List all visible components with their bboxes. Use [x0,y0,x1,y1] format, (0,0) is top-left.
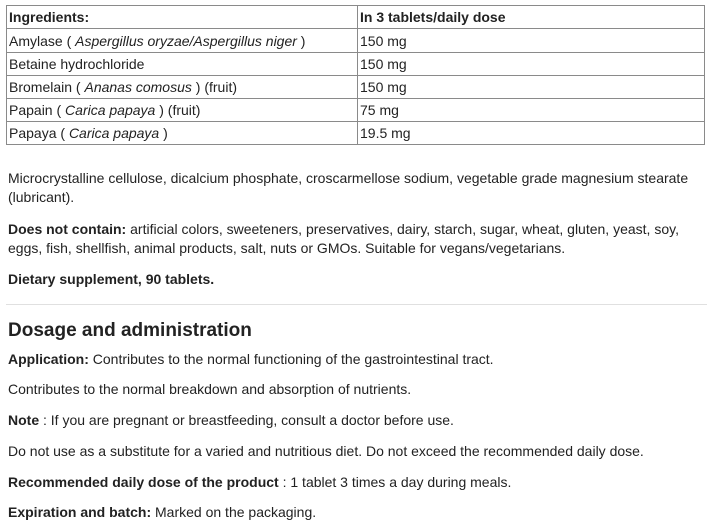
contributes-text: Contributes to the normal breakdown and absorption of nutrients. [8,381,412,397]
ingredient-latin-name: Carica papaya [68,125,160,141]
application-label: Application: [8,351,89,367]
ingredient-cell: Bromelain ( Ananas comosus ) (fruit) [7,76,358,99]
supplement-text [8,270,708,289]
dose-cell: 75 mg [358,99,705,122]
ingredient-part: (fruit) [204,79,238,95]
note-label: Note [8,412,40,428]
ingredient-cell [7,53,358,76]
section-divider [6,304,707,305]
table-row [7,122,705,145]
does-not-contain-list: artificial colors, sweeteners, preservatives, dairy, starch, sugar, wheat, gluten, yeast, soy, eggs, fish, shellfish, animal products, salt, nuts or GMOs. Suitable for vegans/vegetarians. [8,221,679,256]
dosage-heading: Dosage and administration [8,320,252,341]
note-value: : If you are pregnant or breastfeeding, consult a doctor before use. [43,412,454,428]
recommended-dose-text [8,473,708,492]
ingredient-cell: Amylase ( Aspergillus oryzae/Aspergillus niger ) [7,29,358,53]
ingredient-cell: Papain ( Carica papaya ) (fruit) [7,99,358,122]
table-row [7,99,705,122]
ingredient-name: Papaya [9,125,57,141]
excipients-text: Microcrystalline cellulose, dicalcium phosphate, croscarmellose sodium, vegetable grade magnesium stearate (lubricant). [8,170,689,205]
ingredient-latin-name: Aspergillus oryzae/Aspergillus niger [75,32,297,49]
ingredients-header: Ingredients: [7,6,358,29]
warning-text: Do not use as a substitute for a varied and nutritious diet. Do not exceed the recommended daily dose. [8,443,644,459]
table-row [7,29,705,53]
supplement-label: Dietary supplement, 90 tablets. [8,271,215,287]
table-header-row [7,6,705,29]
expiration-value: Marked on the packaging. [155,504,317,520]
ingredients-table [6,5,705,145]
expiration-label: Expiration and batch: [8,504,152,520]
table-row [7,53,705,76]
ingredient-name: Amylase [9,32,63,49]
table-row [7,76,705,99]
ingredient-latin-name: Carica papaya [65,102,156,118]
ingredient-part: (fruit) [167,102,201,118]
ingredient-name: Bromelain [9,79,73,95]
application-value: Contributes to the normal functioning of the gastrointestinal tract. [92,351,494,367]
dose-cell: 19.5 mg [358,122,705,145]
ingredient-name: Papain [9,102,53,118]
dose-cell: 150 mg [358,53,705,76]
dose-cell: 150 mg [358,76,705,99]
expiration-text [8,503,708,522]
does-not-contain-label: Does not contain: [8,221,127,237]
ingredient-cell: Papaya ( Carica papaya ) [7,122,358,145]
application-text [8,350,708,369]
does-not-contain-text [8,220,708,258]
ingredient-latin-name: Ananas comosus [84,79,192,95]
recommended-dose-label: Recommended daily dose of the product [8,474,279,490]
dose-header: In 3 tablets/daily dose [358,6,705,29]
recommended-dose-value: : 1 tablet 3 times a day during meals. [282,474,512,490]
note-text [8,411,708,430]
ingredient-name: Betaine hydrochloride [9,56,145,72]
dose-cell: 150 mg [358,29,705,53]
